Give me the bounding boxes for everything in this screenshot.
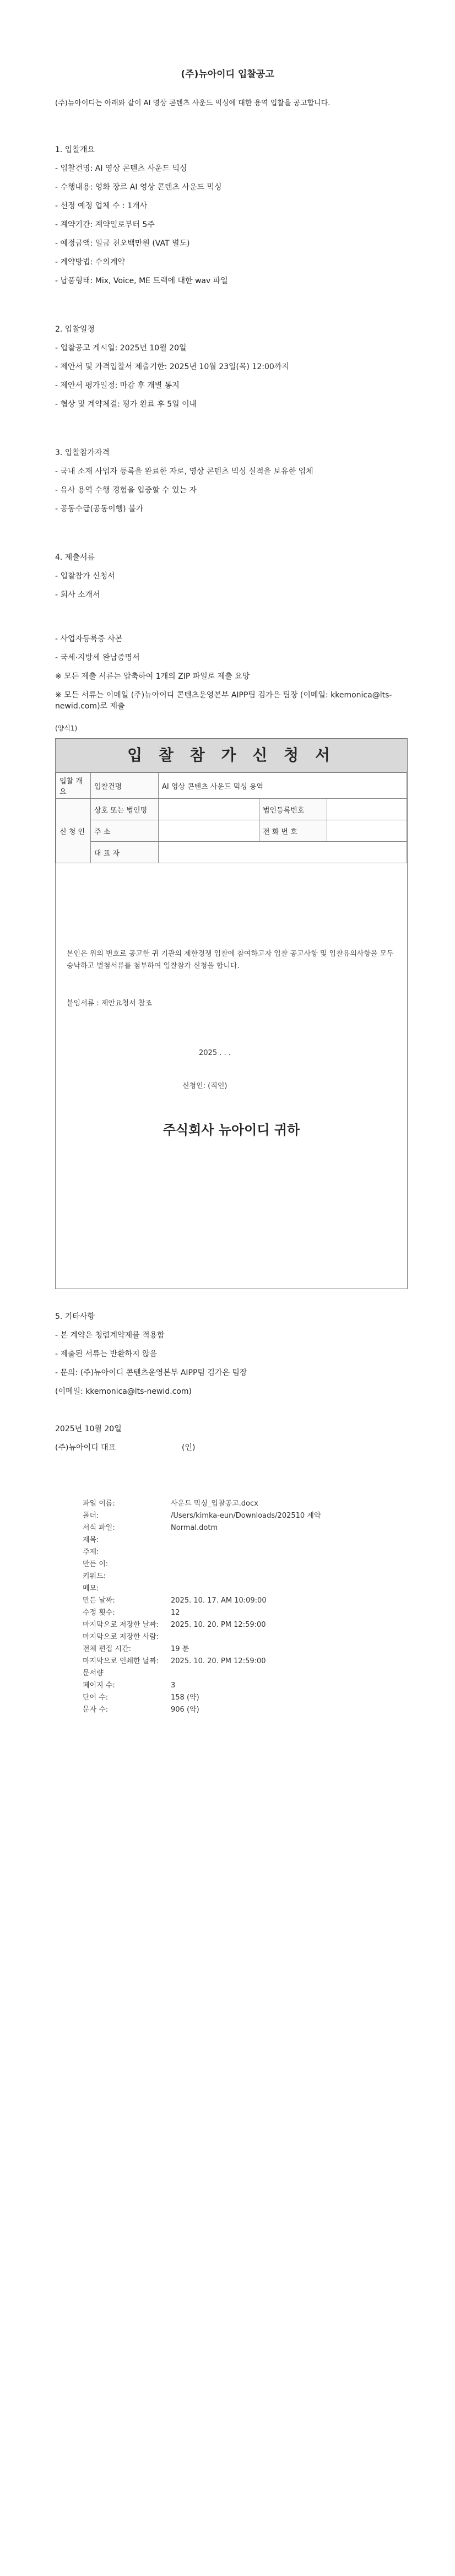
form-title: 입 찰 참 가 신 청 서 bbox=[56, 739, 407, 772]
file-property-key: 수정 횟수: bbox=[83, 1609, 115, 1617]
application-form bbox=[55, 738, 408, 1289]
file-property-key: 문자 수: bbox=[83, 1706, 109, 1714]
misc-line: - 제출된 서류는 반환하지 않음 bbox=[55, 1350, 158, 1359]
file-property-key: 문서량 bbox=[83, 1669, 104, 1677]
file-property-row bbox=[83, 1559, 171, 1570]
applicant-group-label: 신 청 인 bbox=[56, 799, 91, 863]
documents-note: ※ 모든 제출 서류는 압축하여 1개의 ZIP 파일로 제출 요망 bbox=[55, 672, 250, 681]
documents-note: ※ 모든 서류는 이메일 (주)뉴아이디 콘텐츠운영본부 AIPP팀 김가은 팀장 (이메일: kkemonica@lts-newid.com)로 제출 bbox=[55, 691, 392, 711]
document-title: (주)뉴아이디 입찰공고 bbox=[181, 69, 274, 80]
file-property-value: 158 (약) bbox=[171, 1693, 199, 1702]
file-property-row bbox=[83, 1571, 171, 1582]
schedule-line: - 제안서 평가일정: 마감 후 개별 통지 bbox=[55, 381, 180, 390]
company-name-field[interactable] bbox=[159, 799, 259, 820]
signoff-company: (주)뉴아이디 대표 bbox=[55, 1443, 116, 1452]
file-property-row bbox=[83, 1595, 267, 1606]
intro-text: (주)뉴아이디는 아래와 같이 AI 영상 콘텐츠 사운드 믹싱에 대한 용역 입찰을 공고합니다. bbox=[55, 99, 331, 107]
applicant-line: 신청인: (직인) bbox=[182, 1082, 228, 1090]
section-heading-eligibility: 3. 입찰참가자격 bbox=[55, 448, 110, 457]
eligibility-line: - 공동수급(공동이행) 불가 bbox=[55, 505, 144, 513]
overview-group-label: 입찰 개요 bbox=[56, 773, 91, 799]
section-heading-documents: 4. 제출서류 bbox=[55, 553, 95, 562]
eligibility-line: - 유사 용역 수행 경험을 입증할 수 있는 자 bbox=[55, 486, 197, 495]
form-table bbox=[56, 772, 407, 863]
file-property-row bbox=[83, 1692, 199, 1703]
signoff-seal: (인) bbox=[182, 1443, 196, 1452]
file-property-key: 폴더: bbox=[83, 1512, 99, 1520]
reg-no-label: 법인등록번호 bbox=[259, 799, 327, 820]
bid-name-label: 입찰건명 bbox=[91, 773, 159, 799]
section-heading-misc: 5. 기타사항 bbox=[55, 1312, 95, 1321]
company-name-label: 상호 또는 법인명 bbox=[91, 799, 159, 820]
overview-line: - 계약기간: 계약일로부터 5주 bbox=[55, 220, 155, 229]
file-property-row bbox=[83, 1583, 171, 1594]
file-property-row bbox=[83, 1608, 180, 1618]
file-property-key: 서식 파일: bbox=[83, 1524, 115, 1532]
file-property-key: 페이지 수: bbox=[83, 1681, 115, 1690]
attachment-text: 붙임서류 : 제안요청서 참조 bbox=[67, 999, 152, 1008]
file-property-row bbox=[83, 1511, 321, 1521]
overview-line: - 납품형태: Mix, Voice, ME 트랙에 대한 wav 파일 bbox=[55, 277, 228, 285]
file-property-row bbox=[83, 1523, 218, 1533]
file-property-value: 2025. 10. 20. PM 12:59:00 bbox=[171, 1657, 266, 1665]
file-property-key: 전체 편집 시간: bbox=[83, 1645, 131, 1653]
schedule-line: - 협상 및 계약체결: 평가 완료 후 5일 이내 bbox=[55, 400, 197, 409]
file-property-key: 단어 수: bbox=[83, 1693, 109, 1702]
form-closing: 주식회사 뉴아이디 귀하 bbox=[162, 1122, 300, 1138]
file-property-value: Normal.dotm bbox=[171, 1524, 218, 1532]
file-property-value: 2025. 10. 17. AM 10:09:00 bbox=[171, 1597, 267, 1605]
file-property-row bbox=[83, 1656, 266, 1666]
ceo-label: 대 표 자 bbox=[91, 842, 159, 863]
file-property-row bbox=[83, 1704, 199, 1715]
overview-line: - 선정 예정 업체 수 : 1개사 bbox=[55, 202, 148, 210]
file-property-value: 3 bbox=[171, 1681, 176, 1690]
address-field[interactable] bbox=[159, 820, 259, 842]
schedule-line: - 입찰공고 게시일: 2025년 10월 20일 bbox=[55, 344, 187, 353]
overview-line: - 수행내용: 영화 장르 AI 영상 콘텐츠 사운드 믹싱 bbox=[55, 183, 222, 192]
file-property-key: 만든 날짜: bbox=[83, 1597, 115, 1605]
pledge-text: 본인은 위의 번호로 공고한 귀 기관의 제한경쟁 입찰에 참여하고자 입찰 공고사항 및 입찰유의사항을 모두 승낙하고 별첨서류를 첨부하여 입찰참가 신청을 합니다. bbox=[67, 950, 394, 970]
schedule-line: - 제안서 및 가격입찰서 제출기한: 2025년 10월 23일(목) 12:00까지 bbox=[55, 362, 289, 371]
file-property-key: 주제: bbox=[83, 1548, 99, 1556]
file-property-value: /Users/kimka-eun/Downloads/202510 계약 bbox=[171, 1512, 321, 1520]
file-property-key: 마지막으로 인쇄한 날짜: bbox=[83, 1657, 159, 1665]
eligibility-line: - 국내 소재 사업자 등록을 완료한 자로, 영상 콘텐츠 믹싱 실적을 보유한 업체 bbox=[55, 467, 313, 476]
file-property-key: 파일 이름: bbox=[83, 1500, 115, 1508]
file-property-value: 2025. 10. 20. PM 12:59:00 bbox=[171, 1621, 266, 1629]
file-property-row bbox=[83, 1632, 171, 1642]
documents-line: - 입찰참가 신청서 bbox=[55, 572, 115, 581]
documents-line: - 사업자등록증 사본 bbox=[55, 635, 123, 643]
file-property-value: 906 (약) bbox=[171, 1706, 199, 1714]
signoff-date: 2025년 10월 20일 bbox=[55, 1425, 122, 1433]
file-property-value: 12 bbox=[171, 1609, 180, 1617]
form-caption: (양식1) bbox=[55, 724, 78, 732]
file-property-row bbox=[83, 1620, 266, 1630]
file-property-key: 마지막으로 저장한 날짜: bbox=[83, 1621, 159, 1629]
phone-label: 전 화 번 호 bbox=[259, 820, 327, 842]
overview-line: - 예정금액: 일금 천오백만원 (VAT 별도) bbox=[55, 239, 190, 248]
phone-field[interactable] bbox=[327, 820, 407, 842]
file-property-row bbox=[83, 1535, 171, 1545]
section-heading-schedule: 2. 입찰일정 bbox=[55, 325, 95, 334]
reg-no-field[interactable] bbox=[327, 799, 407, 820]
file-property-key: 제목: bbox=[83, 1536, 99, 1544]
file-property-row bbox=[83, 1644, 189, 1654]
overview-line: - 입찰건명: AI 영상 콘텐츠 사운드 믹싱 bbox=[55, 164, 187, 173]
file-property-value: 19 분 bbox=[171, 1645, 189, 1653]
file-property-key: 마지막으로 저장한 사람: bbox=[83, 1633, 159, 1641]
misc-email: (이메일: kkemonica@lts-newid.com) bbox=[55, 1387, 192, 1396]
address-label: 주 소 bbox=[91, 820, 159, 842]
documents-line: - 회사 소개서 bbox=[55, 591, 100, 599]
bid-name-value: AI 영상 콘텐츠 사운드 믹싱 용역 bbox=[159, 773, 407, 799]
overview-line: - 계약방법: 수의계약 bbox=[55, 258, 125, 267]
file-property-key: 만든 이: bbox=[83, 1560, 109, 1568]
file-property-row bbox=[83, 1547, 171, 1557]
documents-line: - 국세·지방세 완납증명서 bbox=[55, 653, 140, 662]
file-property-row bbox=[83, 1668, 171, 1679]
ceo-field[interactable] bbox=[159, 842, 407, 863]
file-property-row bbox=[83, 1680, 175, 1691]
section-heading-overview: 1. 입찰개요 bbox=[55, 145, 95, 154]
misc-line: - 본 계약은 청렴계약제를 적용함 bbox=[55, 1331, 165, 1340]
file-property-key: 키워드: bbox=[83, 1572, 106, 1581]
file-property-value: 사운드 믹싱_입찰공고.docx bbox=[171, 1500, 258, 1508]
form-date-line: 2025 . . . bbox=[199, 1049, 231, 1057]
file-property-key: 메모: bbox=[83, 1584, 99, 1593]
misc-line: - 문의: (주)뉴아이디 콘텐츠운영본부 AIPP팀 김가은 팀장 bbox=[55, 1368, 247, 1377]
file-property-row bbox=[83, 1498, 258, 1509]
